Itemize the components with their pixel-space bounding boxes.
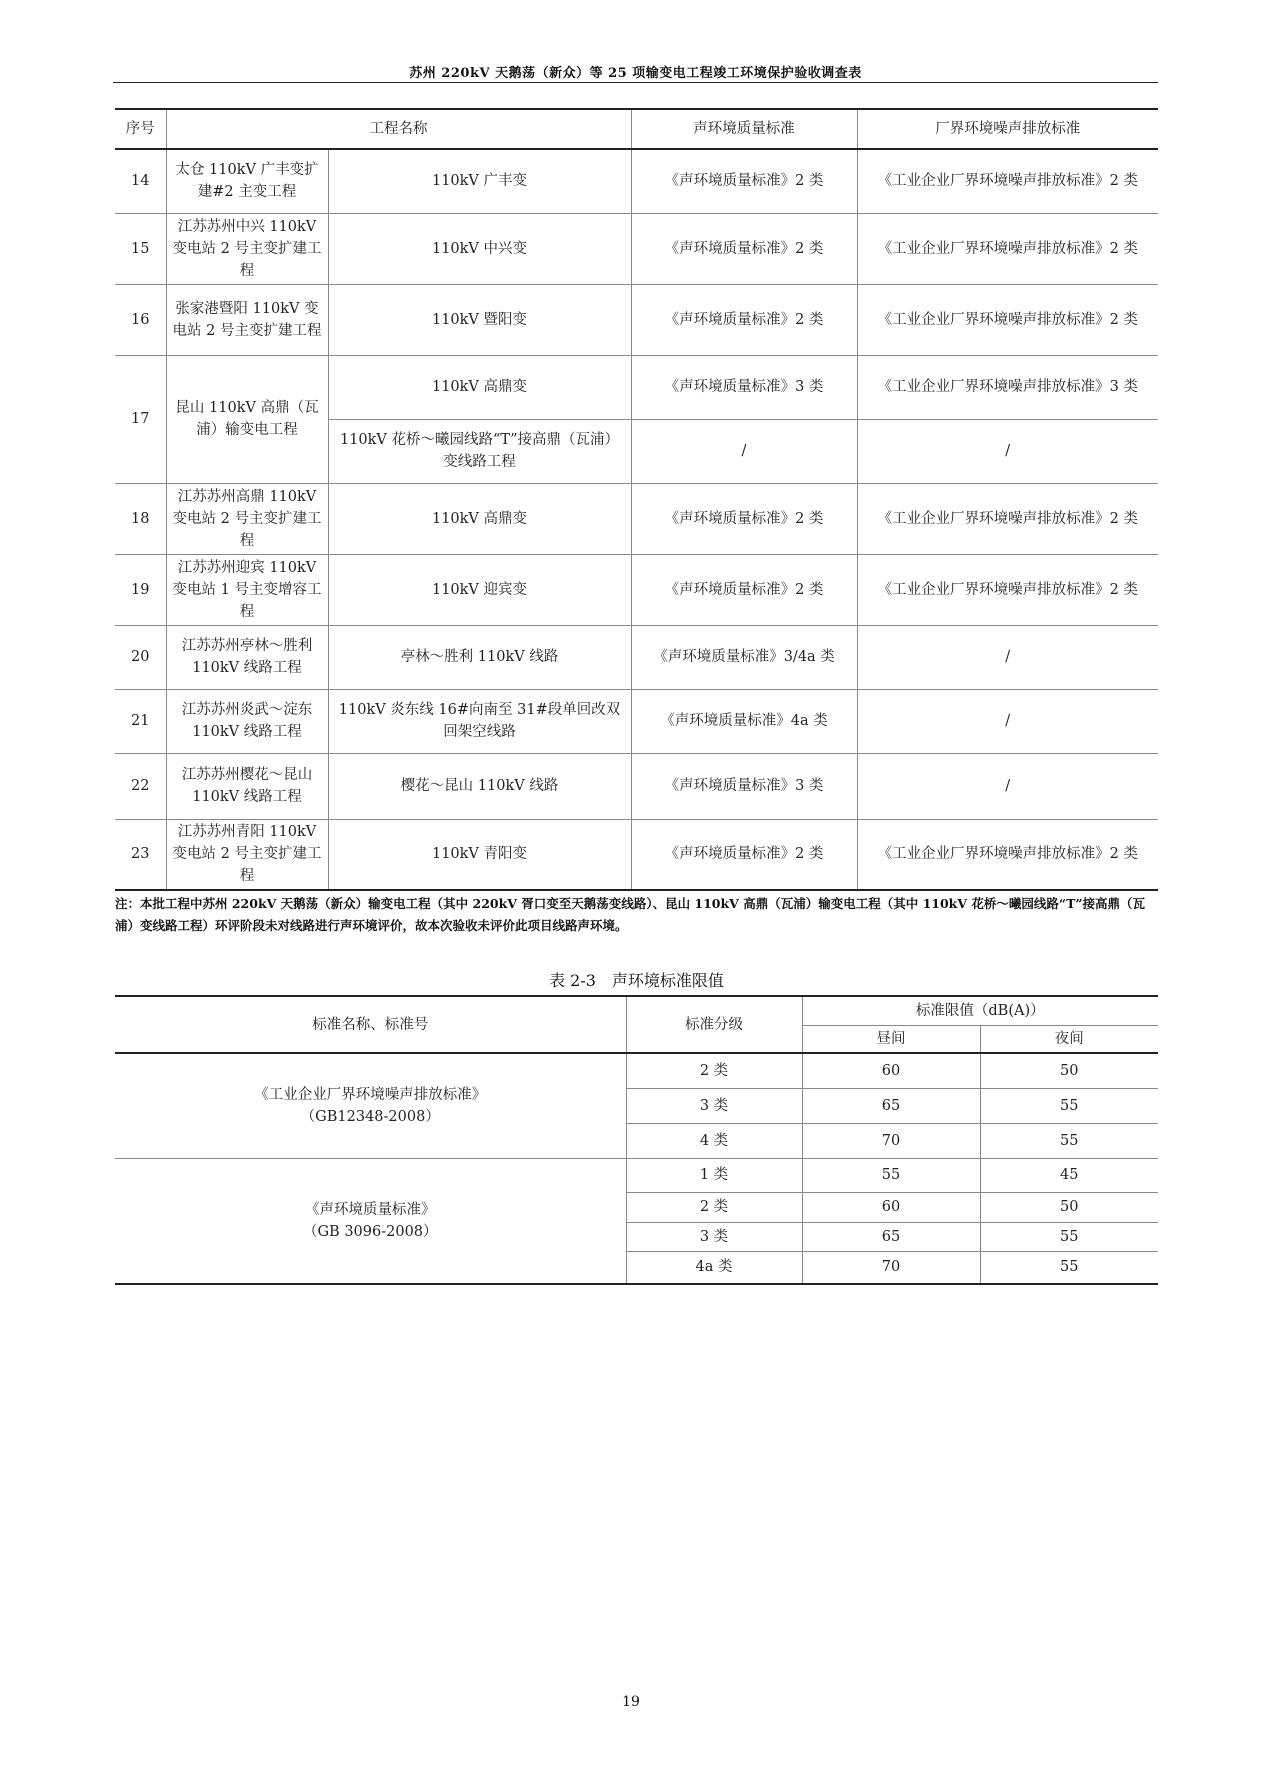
boundary-standard: / (857, 625, 1158, 689)
col-header-project: 工程名称 (166, 109, 631, 149)
table-row (115, 284, 1158, 355)
day-limit: 60 (802, 1053, 980, 1088)
project-name: 昆山 110kV 高鼎（瓦浦）输变电工程 (166, 355, 328, 483)
project-name: 江苏苏州亭林～胜利 110kV 线路工程 (166, 625, 328, 689)
table-row (115, 625, 1158, 689)
row-number: 21 (115, 689, 166, 753)
sub-project: 亭林～胜利 110kV 线路 (328, 625, 631, 689)
boundary-standard: 《工业企业厂界环境噪声排放标准》2 类 (857, 149, 1158, 213)
grade-cell: 4 类 (626, 1123, 802, 1158)
col-header-standard-name: 标准名称、标准号 (115, 996, 626, 1053)
col-header-no: 序号 (115, 109, 166, 149)
day-limit: 55 (802, 1158, 980, 1192)
boundary-standard: / (857, 753, 1158, 819)
sound-standard: 《声环境质量标准》3 类 (631, 355, 857, 419)
sub-project: 110kV 高鼎变 (328, 483, 631, 554)
sub-project: 110kV 炎东线 16#向南至 31#段单回改双回架空线路 (328, 689, 631, 753)
night-limit: 55 (980, 1251, 1158, 1284)
boundary-standard: / (857, 419, 1158, 483)
standard-name-cell (115, 1053, 626, 1158)
standard-code: （GB12348-2008） (300, 1108, 440, 1125)
sub-project: 110kV 广丰变 (328, 149, 631, 213)
boundary-standard: 《工业企业厂界环境噪声排放标准》2 类 (857, 819, 1158, 890)
grade-cell: 4a 类 (626, 1251, 802, 1284)
sub-project: 110kV 高鼎变 (328, 355, 631, 419)
night-limit: 55 (980, 1123, 1158, 1158)
table-title: 表 2-3 声环境标准限值 (549, 971, 724, 990)
day-limit: 60 (802, 1192, 980, 1222)
standard-name: 《工业企业厂界环境噪声排放标准》 (254, 1086, 487, 1103)
project-name: 张家港暨阳 110kV 变电站 2 号主变扩建工程 (166, 284, 328, 355)
page-number: 19 (622, 1694, 640, 1710)
sub-project: 110kV 青阳变 (328, 819, 631, 890)
boundary-standard: 《工业企业厂界环境噪声排放标准》2 类 (857, 284, 1158, 355)
table-row (115, 483, 1158, 554)
grade-cell: 1 类 (626, 1158, 802, 1192)
sound-standard: 《声环境质量标准》4a 类 (631, 689, 857, 753)
standard-code: （GB 3096-2008） (302, 1223, 438, 1240)
page-header: 苏州 220kV 天鹅荡（新众）等 25 项输变电工程竣工环境保护验收调查表 (409, 66, 862, 81)
project-name: 江苏苏州中兴 110kV 变电站 2 号主变扩建工程 (166, 213, 328, 284)
project-name: 江苏苏州青阳 110kV 变电站 2 号主变扩建工程 (166, 819, 328, 890)
col-header-boundary: 厂界环境噪声排放标准 (857, 109, 1158, 149)
day-limit: 65 (802, 1222, 980, 1251)
row-number: 19 (115, 554, 166, 625)
night-limit: 55 (980, 1088, 1158, 1123)
sound-standard: 《声环境质量标准》2 类 (631, 819, 857, 890)
project-standards-table (115, 108, 1158, 891)
row-number: 20 (115, 625, 166, 689)
day-limit: 70 (802, 1251, 980, 1284)
project-name: 江苏苏州樱花～昆山 110kV 线路工程 (166, 753, 328, 819)
table-header-row (115, 109, 1158, 149)
grade-cell: 3 类 (626, 1088, 802, 1123)
sound-standard: / (631, 419, 857, 483)
grade-cell: 2 类 (626, 1192, 802, 1222)
day-limit: 65 (802, 1088, 980, 1123)
grade-cell: 3 类 (626, 1222, 802, 1251)
table-note: 注：本批工程中苏州 220kV 天鹅荡（新众）输变电工程（其中 220kV 胥口变至天鹅荡变线路）、昆山 110kV 高鼎（瓦浦）输变电工程（其中 110kV 花桥～曦园线路“T”接高鼎（瓦浦）变线路工程）环评阶段未对线路进行声环境评价，故本次验收未评价此项目线路声环境。 (115, 896, 1146, 933)
table-row (115, 1053, 1158, 1088)
row-number: 17 (115, 355, 166, 483)
sub-project: 110kV 中兴变 (328, 213, 631, 284)
sound-standard: 《声环境质量标准》2 类 (631, 149, 857, 213)
sound-standard: 《声环境质量标准》2 类 (631, 483, 857, 554)
table-row (115, 355, 1158, 419)
table-row (115, 1158, 1158, 1192)
col-header-grade: 标准分级 (626, 996, 802, 1053)
sound-standard: 《声环境质量标准》3/4a 类 (631, 625, 857, 689)
sub-project: 110kV 花桥～曦园线路“T”接高鼎（瓦浦）变线路工程 (328, 419, 631, 483)
table-row (115, 213, 1158, 284)
boundary-standard: / (857, 689, 1158, 753)
sub-project: 樱花～昆山 110kV 线路 (328, 753, 631, 819)
col-header-limit: 标准限值（dB(A)） (802, 996, 1158, 1025)
row-number: 16 (115, 284, 166, 355)
row-number: 18 (115, 483, 166, 554)
col-header-sound-env: 声环境质量标准 (631, 109, 857, 149)
table-row (115, 819, 1158, 890)
sound-standard: 《声环境质量标准》2 类 (631, 554, 857, 625)
project-name: 江苏苏州炎武～淀东 110kV 线路工程 (166, 689, 328, 753)
boundary-standard: 《工业企业厂界环境噪声排放标准》2 类 (857, 483, 1158, 554)
sound-standard: 《声环境质量标准》3 类 (631, 753, 857, 819)
standard-name-cell (115, 1158, 626, 1284)
table-row (115, 753, 1158, 819)
night-limit: 55 (980, 1222, 1158, 1251)
table-row (115, 554, 1158, 625)
table-row (115, 689, 1158, 753)
row-number: 23 (115, 819, 166, 890)
row-number: 15 (115, 213, 166, 284)
header-rule (113, 82, 1158, 83)
boundary-standard: 《工业企业厂界环境噪声排放标准》3 类 (857, 355, 1158, 419)
sub-project: 110kV 迎宾变 (328, 554, 631, 625)
night-limit: 50 (980, 1192, 1158, 1222)
night-limit: 50 (980, 1053, 1158, 1088)
day-limit: 70 (802, 1123, 980, 1158)
table-header-row (115, 996, 1158, 1025)
col-header-day: 昼间 (802, 1025, 980, 1053)
sound-standard: 《声环境质量标准》2 类 (631, 213, 857, 284)
boundary-standard: 《工业企业厂界环境噪声排放标准》2 类 (857, 213, 1158, 284)
project-name: 江苏苏州高鼎 110kV 变电站 2 号主变扩建工程 (166, 483, 328, 554)
project-name: 太仓 110kV 广丰变扩建#2 主变工程 (166, 149, 328, 213)
project-name: 江苏苏州迎宾 110kV 变电站 1 号主变增容工程 (166, 554, 328, 625)
table-row (115, 149, 1158, 213)
grade-cell: 2 类 (626, 1053, 802, 1088)
row-number: 14 (115, 149, 166, 213)
row-number: 22 (115, 753, 166, 819)
standard-name: 《声环境质量标准》 (305, 1201, 436, 1218)
sub-project: 110kV 暨阳变 (328, 284, 631, 355)
boundary-standard: 《工业企业厂界环境噪声排放标准》2 类 (857, 554, 1158, 625)
noise-limits-table (115, 995, 1158, 1285)
night-limit: 45 (980, 1158, 1158, 1192)
sound-standard: 《声环境质量标准》2 类 (631, 284, 857, 355)
col-header-night: 夜间 (980, 1025, 1158, 1053)
